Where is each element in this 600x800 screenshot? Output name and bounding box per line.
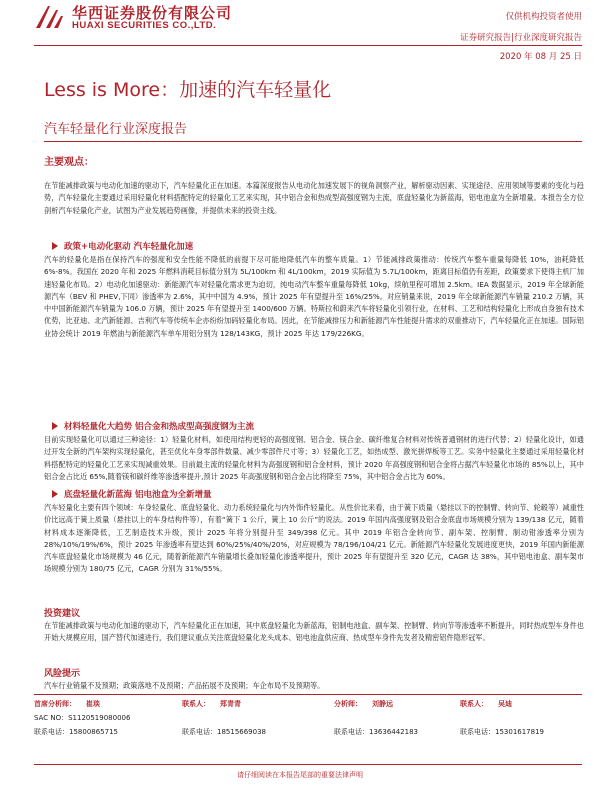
section-body-policy: 汽车的轻量化是指在保持汽车的强度和安全性能不降低的前提下尽可能地降低汽车的整车质量。1）节能减排政策推动：传统汽车整车重量每降低 10%，油耗降低 6%-8%。我国在 2020 年和 2025 年燃料消耗目标值分别为 5L/100km 和 4L/100km，2019 实际值为 5.7L/100km，距离目标值仍有差距，政策要求下使得主机厂加速轻量化布局。2）电动化加速驱动：新能源汽车对轻量化需求更为迫切，纯电动汽车整车重量每降低 10kg，续航里程可增加 2.5km。IEA 数据显示，2019 年全球新能源汽车（BEV 和 PHEV,下同）渗透率为 2.6%，其中中国为 4.9%，预计 2025 年有望提升至 16%/25%。对应销量来说，2019 年全球新能源汽车销量 210.2 万辆，其中中国新能源汽车销量为 106.0 万辆，预计 2025 年有望提升至 1400/600 万辆。特斯拉和蔚来汽车将轻量化引领行业，在材料、工艺和结构轻量化上形成自身独有技术优势，比亚迪、北汽新能源、吉利汽车等传统车企亦纷纷加码轻量化布局。因此，在节能减排压力和新能源汽车性能提升需求的双重推动下，汽车轻量化正在加速。国际铝业协会统计 2019 年燃油与新能源汽车单车用铝分别为 128/143KG，预计 2025 年达 179/226KG。 [44, 255, 584, 338]
triangle-bullet-icon [52, 490, 58, 498]
analyst-sac-row [34, 711, 582, 725]
analyst-phone: 联系电话：15301617819 [460, 728, 544, 736]
analyst-phone: 联系电话：15800865715 [34, 728, 118, 736]
analyst-divider [34, 694, 582, 695]
investor-tag: 仅供机构投资者使用 [505, 12, 582, 22]
huaxi-logo-icon [34, 4, 64, 30]
section-body-chassis: 汽车轻量化主要有四个领域：车身轻量化、底盘轻量化、动力系统轻量化与内外饰件轻量化。从性价比来看，由于簧下质量（悬挂以下的控制臂、转向节、轮毂等）减重性价比远高于簧上质量（悬挂以上的车身结构件等），有着“簧下 1 公斤，簧上 10 公斤”的说法。2019 年国内高强度钢及铝合金底盘市场规模分别为 139/138 亿元，随着材料成本逐渐降低，工艺制造技术升级，预计 2025 年将分别提升至 349/398 亿元。其中 2019 年铝合金转向节、副车架、控制臂、制动钳渗透率分别为 28%/10%/19%/6%，预计 2025 年渗透率有望达到 60%/25%/40%/20%，对应规模为 78/196/104/21 亿元。新能源汽车轻量化发展进度更快，2019 年国内新能源汽车底盘轻量化市场规模为 46 亿元，随着新能源汽车销量增长叠加轻量化渗透率提升，预计 2025 年有望提升至 320 亿元，CAGR 达 38%，其中铝电池盒、副车架市场规模分别为 180/75 亿元，CAGR 分别为 31%/55%。 [44, 503, 584, 574]
analyst-name: 刘静远 [372, 700, 393, 708]
legal-notice-footer: 请仔细阅读在本报告尾部的重要法律声明 [237, 771, 363, 779]
section-heading-text: 政策+电动化驱动 汽车轻量化加速 [64, 242, 194, 252]
analyst-name: 崔琰 [86, 700, 100, 708]
title-divider [44, 141, 582, 142]
triangle-bullet-icon [52, 242, 58, 250]
analyst-role: 联系人： [460, 700, 488, 708]
triangle-bullet-icon [52, 422, 58, 430]
investment-label: 投资建议 [44, 609, 81, 619]
analyst-phone-row [34, 725, 582, 739]
company-name-cn: 华西证券股份有限公司 [72, 4, 233, 22]
analyst-sac: SAC NO：S1120519080006 [34, 714, 131, 722]
section-heading-materials [44, 420, 254, 432]
section-heading-text: 底盘轻量化新蓝海 铝电池盒为全新增量 [64, 490, 212, 500]
report-date: 2020 年 08 月 25 日 [499, 52, 582, 62]
section-heading-policy [44, 240, 193, 252]
company-name-en: HUAXI SECURITIES CO.,LTD. [72, 20, 217, 31]
risk-paragraph: 汽车行业销量不及预期；政策落地不及预期；产品拓展不及预期；车企布局不及预期等。 [44, 681, 325, 690]
analyst-role: 分析师： [334, 700, 362, 708]
analyst-name: 吴迪 [498, 700, 512, 708]
analyst-block [34, 694, 582, 739]
section-body-materials: 目前实现轻量化可以通过三种途径：1）轻量化材料，如使用结构更轻的高强度钢、铝合金、镁合金、碳纤维复合材料对传统普通钢材的进行代替；2）轻量化设计，如通过开发全新的汽车架构实现轻量化，甚至优化车身零部件数量、减少零部件尺寸等；3）轻量化工艺，如热成型、激光拼焊板等工艺。实务中轻量化主要通过采用轻量化材料搭配特定的轻量化工艺来实现减重效果。目前最主流的轻量化材料为高强度钢和铝合金材料，预计 2020 年高强度钢和铝合金将占据汽车轻量化市场的 85%以上，其中铝合金占比近 65%,随着镁和碳纤维等渗透率提升,预计 2025 年高强度钢和铝合金占比将降至 75%，其中铝合金占比为 60%。 [44, 435, 584, 481]
header-divider [34, 45, 582, 46]
analyst-name: 郑青青 [220, 700, 241, 708]
report-type: 证券研究报告|行业深度研究报告 [460, 33, 582, 43]
page-title: Less is More：加速的汽车轻量化 [44, 79, 332, 101]
analyst-phone: 联系电话：13636442183 [334, 728, 418, 736]
page-subtitle: 汽车轻量化行业深度报告 [44, 122, 188, 137]
section-heading-text: 材料轻量化大趋势 铝合金和热成型高强度钢为主流 [64, 422, 254, 432]
footer-divider [34, 764, 582, 765]
analyst-role: 首席分析师： [34, 700, 76, 708]
analyst-phone: 联系电话：18515669038 [182, 728, 266, 736]
intro-paragraph: 在节能减排政策与电动化加速的驱动下，汽车轻量化正在加速。本篇深度报告从电动化加速发展下的视角洞察产业，解析驱动因素、实现途径、应用领域等要素的变化与趋势，汽车轻量化主要通过采用轻量化材料搭配特定的轻量化工艺来实现，其中铝合金和热成型高强度钢为主流，底盘轻量化为新蓝海，铝电池盒为全新增量。本报告全方位剖析汽车轻量化产业，试图为产业发展趋势画像，并提供未来的投资主线。 [44, 181, 584, 215]
section-heading-chassis [44, 488, 211, 500]
investment-paragraph: 在节能减排政策与电动化加速的驱动下，汽车轻量化正在加速，其中底盘轻量化为新蓝海，铝制电池盒、副车架、控制臂、转向节等渗透率不断提升，同时热成型车身件也开始大规模应用，国产替代加速进行，我们建议重点关注底盘轻量化龙头成本、铝电池盒供应商、热成型车身件先发者及精密铝件隐形冠军。 [44, 621, 584, 643]
analyst-role: 联系人： [182, 700, 210, 708]
analyst-name-row [34, 697, 582, 711]
risk-label: 风险提示 [44, 669, 81, 679]
report-header [0, 0, 600, 62]
key-points-label: 主要观点： [44, 157, 94, 168]
